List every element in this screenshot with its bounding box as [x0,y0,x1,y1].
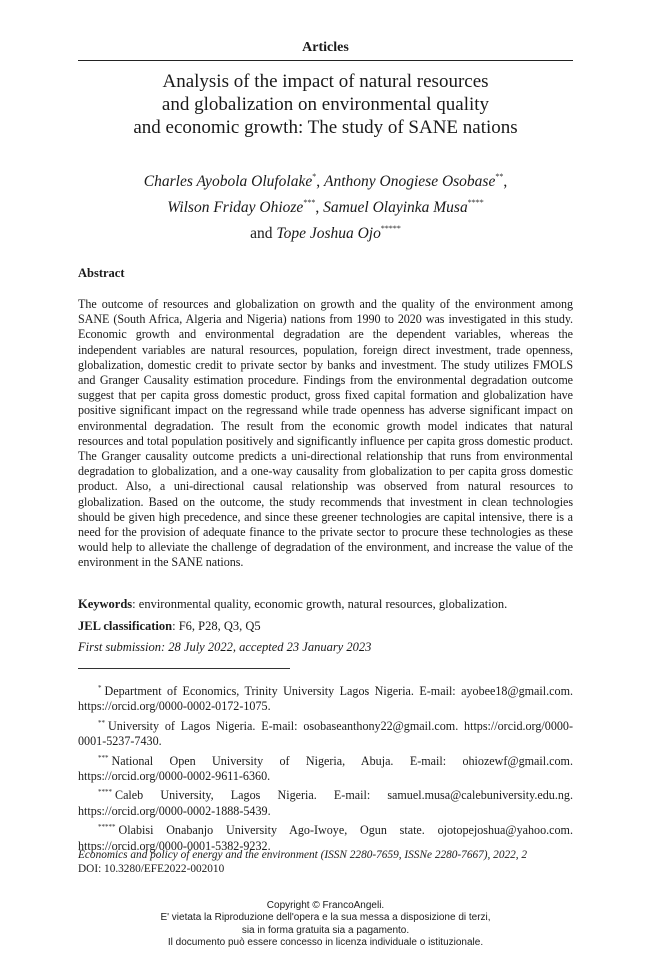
header-rule [78,60,573,61]
abstract-text: The outcome of resources and globalization on growth and the quality of the environment among SANE (South Africa, Algeria and Nigeria) nations from 1990 to 2020 was investigated in this study. Economic growth and environmental degradation are the dependent variables, whereas the independent variables are natural resources, population, foreign direct investment, trade openness, globalization, domestic credit to private sector by banks and investment. The study utilizes FMOLS and Granger Causality estimation procedure. Findings from the environmental degradation outcome suggest that per capita gross domestic product, gross fixed capital formation and globalization have positive significant impact on the regressand while trade openness has adverse significant impact on environmental degradation. The result from the economic growth model indicates that natural resources and total population positively and significantly influence per capita gross domestic product. The Granger causality outcome predicts a uni-directional relationship that runs from environmental degradation to globalization, and a one-way causality from globalization to per capita gross domestic product. Also, a uni-directional causal relationship was observed from natural resources to globalization. Based on the outcome, the study recommends that investment in clean technologies should be given high precedence, and since these greener technologies are capital intensive, there is a need for the provision of adequate finance to the private sector to procure these technologies as these would help to alleviate the challenge of degradation of the environment, and increase the value of the environment in the SANE nations. [78,297,573,570]
author-name: Charles Ayobola Olufolake [143,173,313,190]
keywords-text: : environmental quality, economic growth, natural resources, globalization. [132,597,508,611]
footnote-text: University of Lagos Nigeria. E-mail: osobaseanthony22@gmail.com. https://orcid.org/0000-0001-5237-7430. [78,718,573,749]
footnote-text: Olabisi Onabanjo University Ago-Iwoye, Ogun state. ojotopejoshua@yahoo.com. https://orcid.org/0000-0001-5382-9232. [78,823,573,853]
footnote-text: Department of Economics, Trinity University Lagos Nigeria. E-mail: ayobee18@gmail.com. https://orcid.org/0000-0002-0172-1075. [78,684,573,714]
journal-title: Economics and policy of energy and the environment (ISSN 2280-7659, ISSNe 2280-7667), 2022, 2 [78,849,528,861]
jel-label: JEL classification [78,619,173,633]
author-marker: *** [303,198,316,207]
title-line: and globalization on environmental quality [161,94,490,115]
footnote-marker: **** [98,788,112,797]
copyright-line: Copyright © FrancoAngeli. [266,900,385,911]
footnote [78,681,573,715]
jel-text: : F6, P28, Q3, Q5 [172,619,261,633]
journal-citation [78,848,573,876]
footnote-text: National Open University of Nigeria, Abuja. E-mail: ohiozewf@gmail.com. https://orcid.org/0000-0002-9611-6360. [78,753,573,784]
title-line: and economic growth: The study of SANE nations [133,117,518,138]
footnote-text: Caleb University, Lagos Nigeria. E-mail: samuel.musa@calebuniversity.edu.ng. https://orcid.org/0000-0002-1888-5439. [78,788,573,818]
author-marker: * [312,172,317,181]
section-label: Articles [302,40,349,55]
author-name: Samuel Olayinka Musa [323,199,468,216]
keywords-label: Keywords [78,597,133,611]
jel-line [78,619,573,634]
article-title [78,70,573,139]
author-name: Anthony Onogiese Osobase [324,173,496,190]
footnote-marker: ***** [98,823,116,832]
copyright-notice [78,900,573,950]
copyright-line: E' vietata la Riproduzione dell'opera e la sua messa a disposizione di terzi, [160,912,491,924]
footnotes [78,681,573,855]
submission-dates: First submission: 28 July 2022, accepted 23 January 2023 [78,640,372,654]
footnote-marker: * [98,684,102,692]
author-line [78,218,573,244]
author-conjunction: and [250,225,273,242]
author-name: Wilson Friday Ohioze [167,199,304,216]
footnote-rule [78,668,290,669]
copyright-line: sia in forma gratuita sia a pagamento. [241,924,410,936]
abstract-heading: Abstract [78,266,125,280]
author-marker: ** [495,172,504,181]
footnote [78,785,573,819]
keywords-line [78,597,573,612]
author-marker: **** [467,198,484,207]
author-line: Charles Ayobola Olufolake*, Anthony Onogiese Osobase**, [143,172,508,190]
copyright-line: Il documento può essere concesso in licenza individuale o istituzionale. [167,937,484,949]
author-line: Wilson Friday Ohioze***, Samuel Olayinka Musa**** [167,198,484,216]
author-name: Tope Joshua Ojo [276,225,381,242]
author-list [78,166,573,244]
title-line: Analysis of the impact of natural resources [162,71,489,92]
doi: DOI: 10.3280/EFE2022-002010 [78,863,225,875]
author-marker: ***** [380,224,401,233]
footnote [78,716,573,750]
footnote-marker: ** [98,718,105,727]
footnote [78,751,573,785]
footnote-marker: *** [98,753,109,762]
